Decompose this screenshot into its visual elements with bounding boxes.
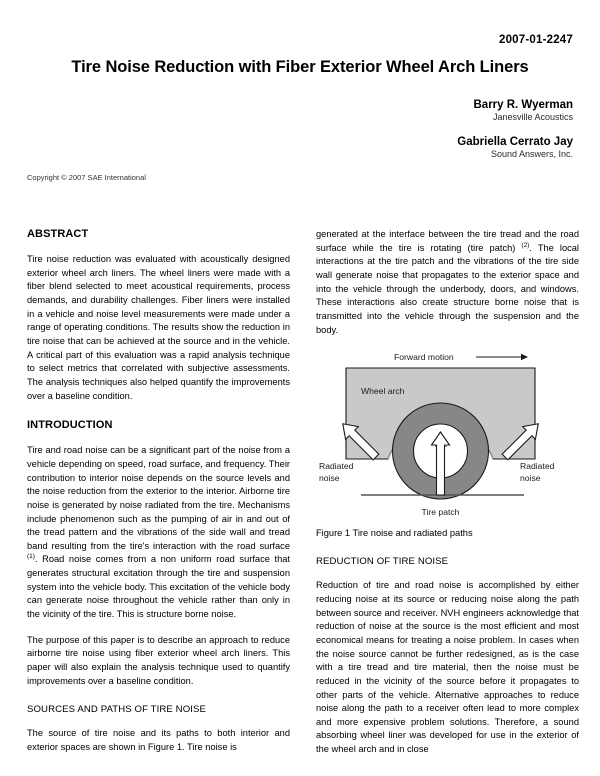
reduction-paragraph-1: Reduction of tire and road noise is accomplished by either reducing noise at its source or reducing noise along the path between source and receiver. NVH engineers acknowledge that reduction of noise at the source is the most efficient and most economical means for treating a noise problem. In cases when the noise source cannot be further redesigned, as is the case with a tire tread and tire material, then the noise must be reduced in the vicinity of the source before it propagates to other parts of the vehicle. Alternative approaches to reduce noise along the path to a receiver often lead to more complex and more expensive problem solutions. Therefore, a sound absorbing wheel liner was developed for use in the exterior of the wheel arch and in close <box>316 580 579 755</box>
introduction-paragraph-2: The purpose of this paper is to describe an approach to reduce airborne tire noise using fiber exterior wheel arch liners. This paper will also explain the analysis technique used to quantify improvements over a baseline condition. <box>27 634 290 686</box>
sources-paragraph-1: The source of tire noise and its paths to both interior and exterior spaces are shown in Figure 1. Tire noise is <box>27 728 290 753</box>
radiated-noise-label-right-line1: Radiated <box>520 461 555 472</box>
wheel-arch-label: Wheel arch <box>361 386 405 397</box>
intro-text-part-b: . Road noise comes from a non uniform road surface that generates structural excitation through the tire and suspension system into the vehicle body. This excitation of the vehicle body can generate noise throughout the vehicle rather than only in the vicinity of the tire. This is structure borne noise. <box>27 554 290 620</box>
body-columns <box>27 228 579 766</box>
author-list <box>457 98 573 172</box>
forward-motion-arrow-icon <box>476 354 528 360</box>
reduction-heading: REDUCTION OF TIRE NOISE <box>316 556 449 568</box>
abstract-paragraph: Tire noise reduction was evaluated with acoustically designed exterior wheel arch liners. The wheel liners were made with a fiber blend selected to meet acoustical requirements, process demands, and durability challenges. Fiber liners were installed in a vehicle and noise level measurements were made under a range of operating conditions. The results show the reduction in tire noise that can be achieved at the source and in the vehicle. A critical part of this evaluation was a rapid analysis technique to select metrics that correlated with subjective assessments. The analysis techniques also helped quantify the improvements over a baseline condition. <box>27 254 290 401</box>
reference-marker-2: (2) <box>521 241 530 249</box>
author-name: Gabriella Cerrato Jay <box>457 136 573 149</box>
sources-heading: SOURCES AND PATHS OF TIRE NOISE <box>27 704 207 716</box>
abstract-heading: ABSTRACT <box>27 228 89 240</box>
right-column <box>316 228 579 766</box>
introduction-heading: INTRODUCTION <box>27 419 113 432</box>
figure-1 <box>316 349 579 540</box>
radiated-noise-label-left-line1: Radiated <box>319 461 354 472</box>
continued-text-part-b: . The local interactions at the tire patch and the vibrations of the tire side wall generate noise that propagates to the exterior space and into the vehicle through the underbody, doors, and windows. These interactions also create structure borne noise that is transmitted into the vehicle through the suspension and the body. <box>316 242 579 335</box>
tire-noise-diagram <box>316 349 579 521</box>
author-entry <box>457 98 573 124</box>
document-number: 2007-01-2247 <box>498 34 573 46</box>
intro-text-part-a: Tire and road noise can be a significant part of the noise from a vehicle depending on speed, road surface, and frequency. Their contribution to interior noise depends on the source levels and the noise reduction from the exterior to the interior. Airborne tire noise is generated by noise radiated from the tire. Mechanisms include phenomenon such as the pumping of air in and out of the tread pattern and the vibrations of the side wall and tread band resulting from the tire's interaction with the road surface <box>27 445 290 551</box>
continued-text-part-a: generated at the interface between the tire tread and the road surface while the tire is rotating (tire patch) <box>316 229 579 253</box>
author-affiliation: Janesville Acoustics <box>492 112 573 123</box>
introduction-paragraph-1 <box>27 444 290 622</box>
left-column <box>27 228 290 766</box>
continued-paragraph-1 <box>316 228 579 337</box>
radiated-noise-label-right-line2: noise <box>520 473 541 484</box>
page-title: Tire Noise Reduction with Fiber Exterior Wheel Arch Liners <box>71 58 529 76</box>
figure-caption: Figure 1 Tire noise and radiated paths <box>316 528 473 539</box>
reference-marker-1: (1) <box>27 553 35 561</box>
author-entry <box>457 135 573 161</box>
tire-patch-label: Tire patch <box>421 507 460 518</box>
radiated-noise-label-left-line2: noise <box>319 473 340 484</box>
forward-motion-label: Forward motion <box>394 352 454 363</box>
author-name: Barry R. Wyerman <box>473 99 573 111</box>
copyright-notice: Copyright © 2007 SAE International <box>27 173 146 182</box>
author-affiliation: Sound Answers, Inc. <box>490 149 573 160</box>
